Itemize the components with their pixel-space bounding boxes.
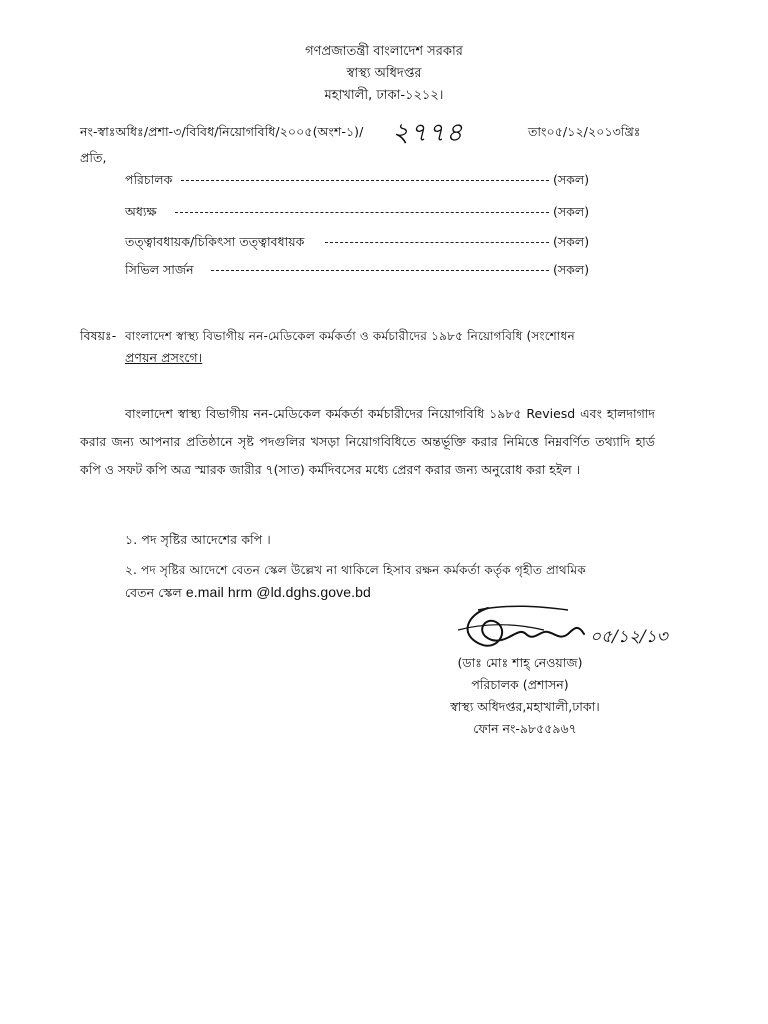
signatory-phone: ফোন নং-৯৮৫৫৯৬৭ (473, 721, 577, 736)
header-office-line3: মহাখালী, ঢাকা-১২১২। (324, 88, 444, 103)
recipient-title: পরিচালক (125, 172, 173, 187)
recipient-row (125, 234, 605, 252)
subject-line1: বাংলাদেশ স্বাস্থ্য বিভাগীয় নন-মেডিকেল কর্মকর্তা ও কর্মচারীদের ১৯৮৫ নিয়োগবিধি (সংশোধন (125, 329, 575, 343)
header-office-line1: গণপ্রজাতন্ত্রী বাংলাদেশ সরকার (305, 44, 463, 59)
header-office-line2: স্বাস্থ্য অধিদপ্তর (346, 66, 422, 81)
recipient-suffix: (সকল) (553, 234, 590, 249)
body-paragraph: বাংলাদেশ স্বাস্থ্য বিভাগীয় নন-মেডিকেল কর্মকর্তা কর্মচারীদের নিয়োগবিধি ১৯৮৫ Reviesd এবং হালদাগাদ করার জন্য আপনার প্রতিষ্ঠানে সৃষ্ট পদগুলির খসড়া নিয়োগবিধিতে অন্তর্ভূক্তি করার নিমিত্তে নিম্নবর্ণিত তথ্যাদি হার্ড কপি ও সফট কপি অত্র স্মারক জারীর ৭(সাত) কর্মদিবসের মধ্যে প্রেরণ করার জন্য অনুরোধ করা হইল । (80, 406, 655, 477)
dotted-divider (325, 242, 549, 243)
handwritten-memo-number: ২৭৭৪ (392, 118, 464, 148)
recipient-title: সিভিল সার্জন (125, 262, 194, 277)
recipient-suffix: (সকল) (553, 262, 590, 277)
recipient-row (125, 262, 605, 280)
list-item-continuation (125, 584, 371, 605)
signature-date: ০৫/১২/১৩ (590, 627, 668, 647)
email-address: e.mail hrm @ld.dghs.gove.bd (185, 584, 371, 600)
recipient-suffix: (সকল) (553, 172, 590, 187)
recipient-suffix: (সকল) (553, 204, 590, 219)
memo-number: নং-স্বাঃঅধিঃ/প্রশা-৩/বিবিধ/নিয়োগবিধি/২০০৫(অংশ-১)/ (80, 124, 364, 139)
dotted-divider (211, 270, 549, 271)
signatory-designation: পরিচালক (প্রশাসন) (471, 677, 569, 692)
signatory-name: (ডাঃ মোঃ শাহ্ নেওয়াজ) (457, 655, 583, 670)
subject-line2: প্রণয়ন প্রসংগে। (125, 350, 203, 365)
recipient-row (125, 172, 605, 190)
memo-date: তাং০৫/১২/২০১৩খ্রিঃ (528, 124, 641, 139)
pay-scale-label: বেতন স্কেল (125, 585, 182, 600)
dotted-divider (175, 212, 549, 213)
recipient-title: তত্ত্বাবধায়ক/চিকিৎসা তত্ত্বাবধায়ক (125, 234, 305, 249)
subject-label: বিষয়ঃ- (80, 328, 117, 343)
list-item: ২. পদ সৃষ্টির আদেশে বেতন স্কেল উল্লেখ না থাকিলে হিসাব রক্ষন কর্মকর্তা কর্তৃক গৃহীত প্রাথমিক (125, 563, 586, 577)
dotted-divider (181, 180, 549, 181)
list-item: ১. পদ সৃষ্টির আদেশের কপি । (125, 532, 271, 547)
recipient-row (125, 204, 605, 222)
to-label: প্রতি, (80, 150, 107, 165)
recipient-title: অধ্যক্ষ (125, 204, 157, 219)
signatory-office: স্বাস্থ্য অধিদপ্তর,মহাখালী,ঢাকা। (450, 699, 600, 714)
